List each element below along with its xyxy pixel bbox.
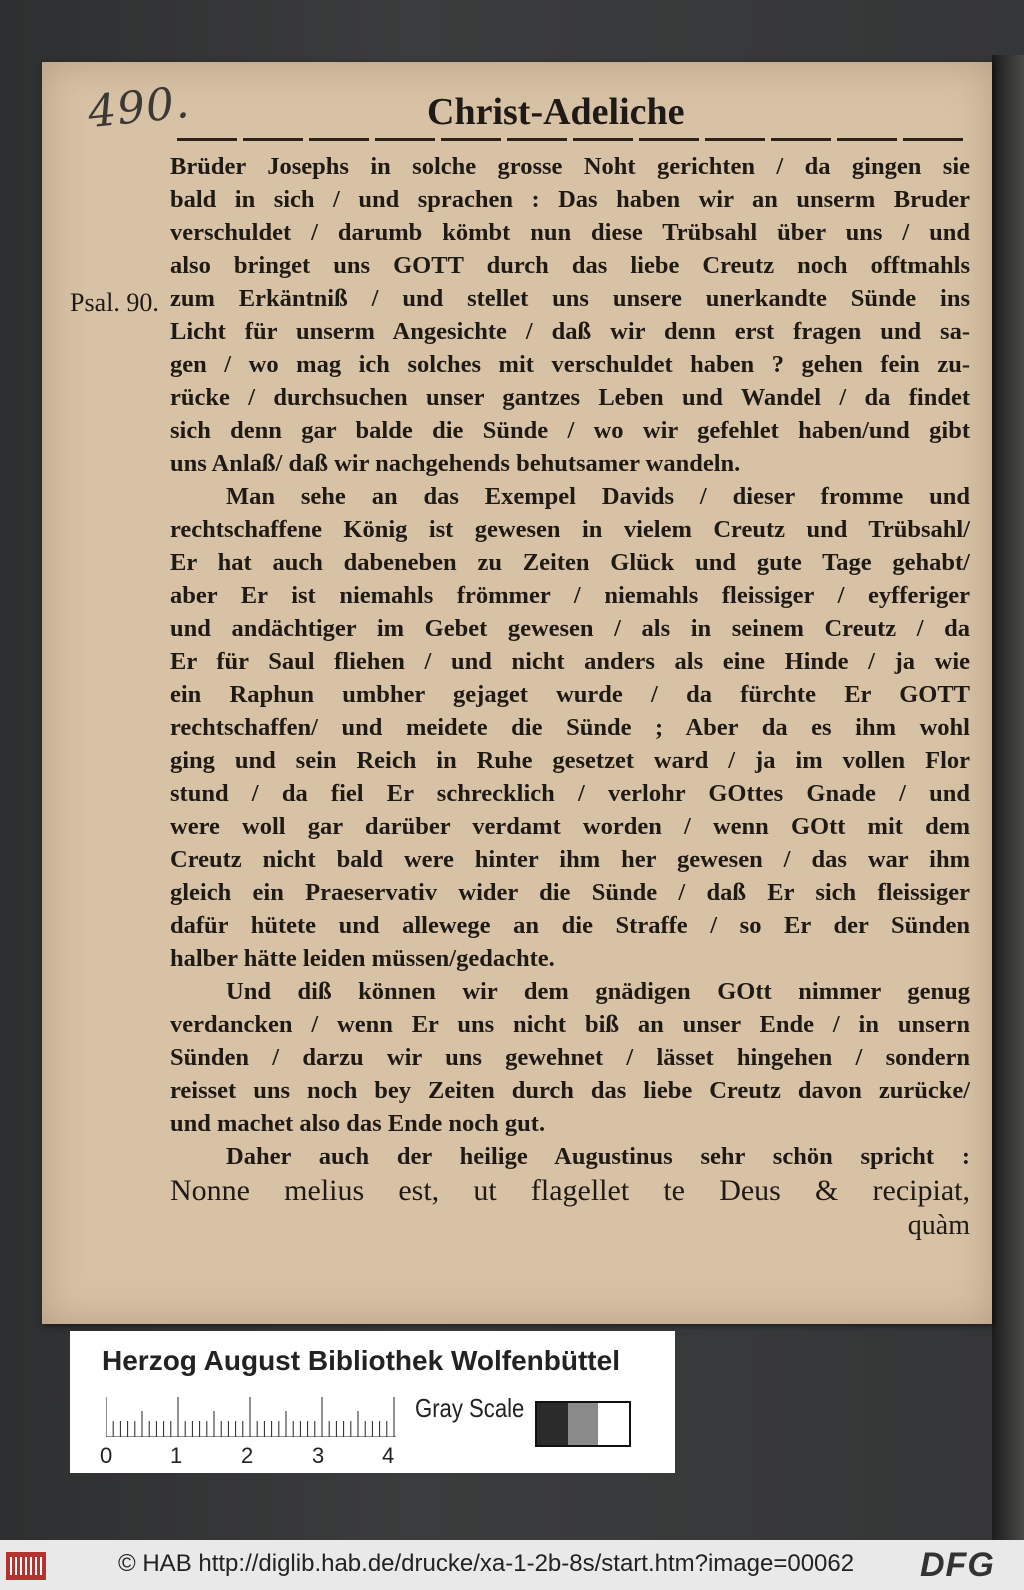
- text-line: were woll gar darüber verdamt worden / wenn GOtt mit dem: [170, 813, 970, 840]
- scale-number: 3: [312, 1443, 325, 1468]
- scale-number: 2: [241, 1443, 254, 1468]
- gray-swatch-light: [598, 1403, 629, 1445]
- text-line: ein Raphun umbher gejaget wurde / da fürchte Er GOTT: [170, 681, 970, 708]
- text-line: aber Er ist niemahls frömmer / niemahls fleissiger / eyfferiger: [170, 582, 970, 609]
- text-line: Und diß können wir dem gnädigen GOtt nimmer genug: [226, 978, 970, 1005]
- text-line: Daher auch der heilige Augustinus sehr schön spricht :: [226, 1143, 970, 1170]
- text-line: Er für Saul fliehen / und nicht anders als eine Hinde / ja wie: [170, 648, 970, 675]
- book-edge: [992, 55, 1024, 1540]
- gray-swatch-dark: [537, 1403, 568, 1445]
- hab-logo-icon: [6, 1552, 46, 1580]
- text-line: gen / wo mag ich solches mit verschuldet haben ? gehen fein zu-: [170, 351, 970, 378]
- text-line: und andächtiger im Gebet gewesen / als in seinem Creutz / da: [170, 615, 970, 642]
- text-line: dafür hütete und allewege an die Straffe / so Er der Sünden: [170, 912, 970, 939]
- text-line: sich denn gar balde die Sünde / wo wir gefehlet haben/und gibt: [170, 417, 970, 444]
- scale-number: 1: [170, 1443, 183, 1468]
- text-line: rechtschaffene König ist gewesen in vielem Creutz und Trübsahl/: [170, 516, 970, 543]
- footer-bar: [0, 1540, 1024, 1590]
- body-text: [170, 150, 970, 1242]
- margin-note: Psal. 90.: [70, 288, 159, 317]
- institution-name: Herzog August Bibliothek Wolfenbüttel: [102, 1345, 620, 1376]
- gray-scale-label: Gray Scale: [415, 1393, 525, 1423]
- catchword: quàm: [907, 1210, 970, 1241]
- dfg-logo: DFG: [920, 1546, 995, 1584]
- text-line: rechtschaffen/ und meidete die Sünde ; Aber da es ihm wohl: [170, 714, 970, 741]
- latin-quote-line: Nonne melius est, ut flagellet te Deus & recipiat,: [170, 1174, 970, 1207]
- library-label: [70, 1331, 675, 1473]
- text-line: verschuldet / darumb kömbt nun diese Trübsahl über uns / und: [170, 219, 970, 246]
- text-line: Creutz nicht bald were hinter ihm her gewesen / das war ihm: [170, 846, 970, 873]
- header-rule: [177, 138, 967, 141]
- text-line: Man sehe an das Exempel Davids / dieser fromme und: [226, 483, 970, 510]
- text-line: ging und sein Reich in Ruhe gesetzet ward / ja im vollen Flor: [170, 747, 970, 774]
- text-line: bald in sich / und sprachen : Das haben wir an unserm Bruder: [170, 186, 970, 213]
- page-number: 490.: [85, 76, 193, 139]
- source-url[interactable]: © HAB http://diglib.hab.de/drucke/xa-1-2b-8s/start.htm?image=00062: [118, 1550, 855, 1577]
- text-line: also bringet uns GOTT durch das liebe Creutz noch offtmahls: [170, 252, 970, 279]
- book-page: [42, 62, 992, 1324]
- scale-ruler: [106, 1397, 396, 1437]
- text-line: gleich ein Praeservativ wider die Sünde / daß Er sich fleissiger: [170, 879, 970, 906]
- text-line: zum Erkäntniß / und stellet uns unsere unerkandte Sünde ins: [170, 285, 970, 312]
- text-line: Licht für unserm Angesichte / daß wir denn erst fragen und sa-: [170, 318, 970, 345]
- text-line: uns Anlaß/ daß wir nachgehends behutsamer wandeln.: [170, 450, 741, 477]
- text-line: halber hätte leiden müssen/gedachte.: [170, 945, 555, 972]
- text-line: und machet also das Ende noch gut.: [170, 1110, 546, 1137]
- text-line: rücke / durchsuchen unser gantzes Leben und Wandel / da findet: [170, 384, 970, 411]
- text-line: reisset uns noch bey Zeiten durch das liebe Creutz davon zurücke/: [170, 1077, 970, 1104]
- scale-number: 4: [382, 1443, 395, 1468]
- running-head: Christ-Adeliche: [427, 91, 685, 133]
- text-line: Er hat auch dabeneben zu Zeiten Glück und gute Tage gehabt/: [170, 549, 970, 576]
- gray-swatch-mid: [568, 1403, 599, 1445]
- text-line: stund / da fiel Er schrecklich / verlohr GOttes Gnade / und: [170, 780, 970, 807]
- scale-number: 0: [100, 1443, 113, 1468]
- text-line: verdancken / wenn Er uns nicht biß an unser Ende / in unsern: [170, 1011, 970, 1038]
- text-line: Brüder Josephs in solche grosse Noht gerichten / da gingen sie: [170, 153, 970, 180]
- text-line: Sünden / darzu wir uns gewehnet / lässet hingehen / sondern: [170, 1044, 970, 1071]
- gray-scale-swatches: [535, 1401, 631, 1447]
